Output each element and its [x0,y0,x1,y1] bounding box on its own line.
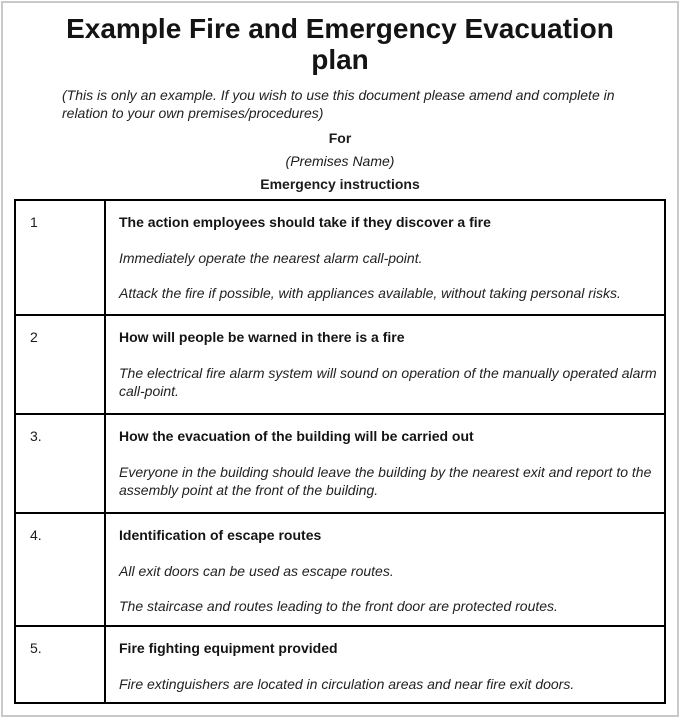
page-title: Example Fire and Emergency Evacuation plan [66,13,614,75]
for-label: For [328,129,352,146]
instruction-paragraph: All exit doors can be used as escape routes. [119,562,394,579]
row-number: 5. [15,626,105,703]
row-content-cell [105,626,665,703]
document-page [1,1,679,717]
document-body [3,14,677,704]
row-number: 4. [15,513,105,626]
instruction-paragraph: The staircase and routes leading to the front door are protected routes. [119,598,558,615]
instruction-heading: Identification of escape routes [119,527,322,544]
instruction-heading: How will people be warned in there is a fire [119,329,405,346]
row-number: 1 [15,200,105,315]
premises-name-placeholder: (Premises Name) [285,152,395,169]
table-row [15,513,665,626]
instruction-heading: How the evacuation of the building will be carried out [119,428,474,445]
section-heading: Emergency instructions [260,176,420,192]
row-content-cell [105,513,665,626]
table-row [15,414,665,513]
row-content-cell [105,414,665,513]
instruction-paragraph: Immediately operate the nearest alarm call-point. [119,249,423,266]
disclaimer-note: (This is only an example. If you wish to use this document please amend and complete in relation to your own premises/procedures) [62,86,615,122]
instruction-paragraph: Everyone in the building should leave the building by the nearest exit and report to the assembly point at the front of the building. [119,463,652,499]
instruction-heading: The action employees should take if they discover a fire [119,214,491,231]
table-row [15,626,665,703]
instruction-paragraph: Fire extinguishers are located in circulation areas and near fire exit doors. [119,675,575,692]
row-content-cell [105,200,665,315]
table-row [15,200,665,315]
table-row [15,315,665,414]
emergency-instructions-table [14,199,666,704]
instruction-paragraph: Attack the fire if possible, with appliances available, without taking personal risks. [119,285,621,302]
row-number: 2 [15,315,105,414]
instruction-heading: Fire fighting equipment provided [119,640,338,657]
instruction-paragraph: The electrical fire alarm system will sound on operation of the manually operated alarm call-point. [119,364,657,400]
row-number: 3. [15,414,105,513]
row-content-cell [105,315,665,414]
